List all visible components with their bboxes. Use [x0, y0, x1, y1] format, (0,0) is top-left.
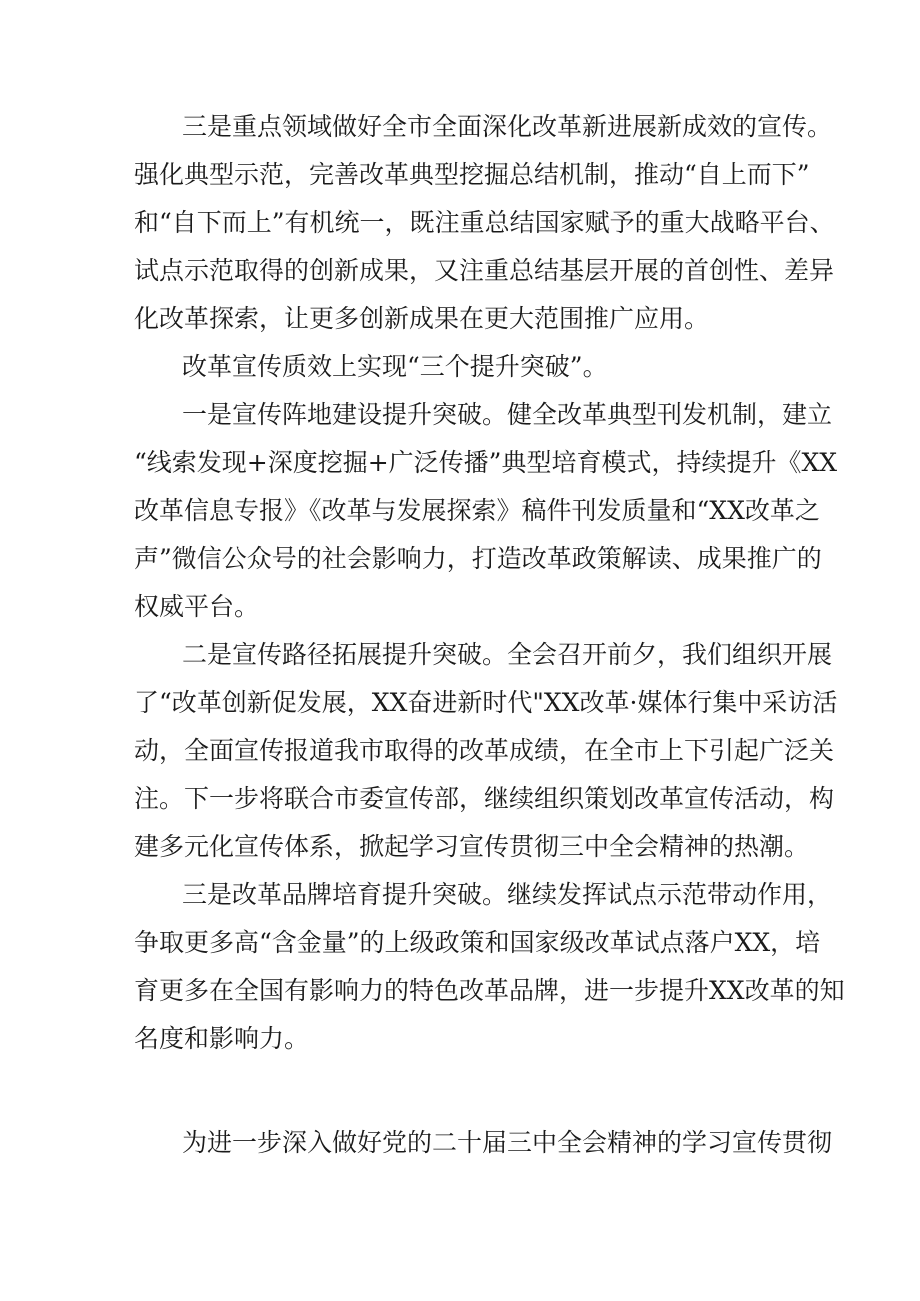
text-line: 动，全面宣传报道我市取得的改革成绩，在全市上下引起广泛关	[134, 736, 835, 765]
text-line: 注。下一步将联合市委宣传部，继续组织策划改革宣传活动，构	[134, 784, 835, 813]
text-line: 育更多在全国有影响力的特色改革品牌，进一步提升XX改革的知	[134, 976, 845, 1005]
text-line: 了“改革创新促发展，XX奋进新时代"XX改革·媒体行集中采访活	[134, 688, 838, 717]
text-line: 强化典型示范，完善改革典型挖掘总结机制，推动“自上而下”	[134, 160, 810, 189]
text-line: 建多元化宣传体系，掀起学习宣传贯彻三中全会精神的热潮。	[134, 832, 810, 861]
text-line: 权威平台。	[134, 592, 260, 621]
text-line: 三是改革品牌培育提升突破。继续发挥试点示范带动作用，	[182, 880, 833, 909]
text-line: 三是重点领域做好全市全面深化改革新进展新成效的宣传。	[182, 112, 833, 141]
text-line: 争取更多高“含金量”的上级政策和国家级改革试点落户XX，培	[134, 928, 821, 957]
text-line: 为进一步深入做好党的二十届三中全会精神的学习宣传贯彻	[182, 1128, 833, 1157]
text-line: 和“自下而上”有机统一，既注重总结国家赋予的重大战略平台、	[134, 208, 835, 237]
text-line: 声”微信公众号的社会影响力，打造改革政策解读、成果推广的	[134, 544, 822, 573]
text-line: “线索发现+深度挖掘+广泛传播”典型培育模式，持续提升《XX	[134, 448, 838, 477]
text-line: 改革宣传质效上实现“三个提升突破”。	[182, 352, 608, 381]
text-line: 一是宣传阵地建设提升突破。健全改革典型刊发机制，建立	[182, 400, 833, 429]
text-line: 改革信息专报》《改革与发展探索》稿件刊发质量和“XX改革之	[134, 496, 820, 525]
text-line: 试点示范取得的创新成果，又注重总结基层开展的首创性、差异	[134, 256, 835, 285]
text-line: 二是宣传路径拓展提升突破。全会召开前夕，我们组织开展	[182, 640, 833, 669]
text-line: 名度和影响力。	[134, 1024, 310, 1053]
text-line: 化改革探索，让更多创新成果在更大范围推广应用。	[134, 304, 710, 333]
